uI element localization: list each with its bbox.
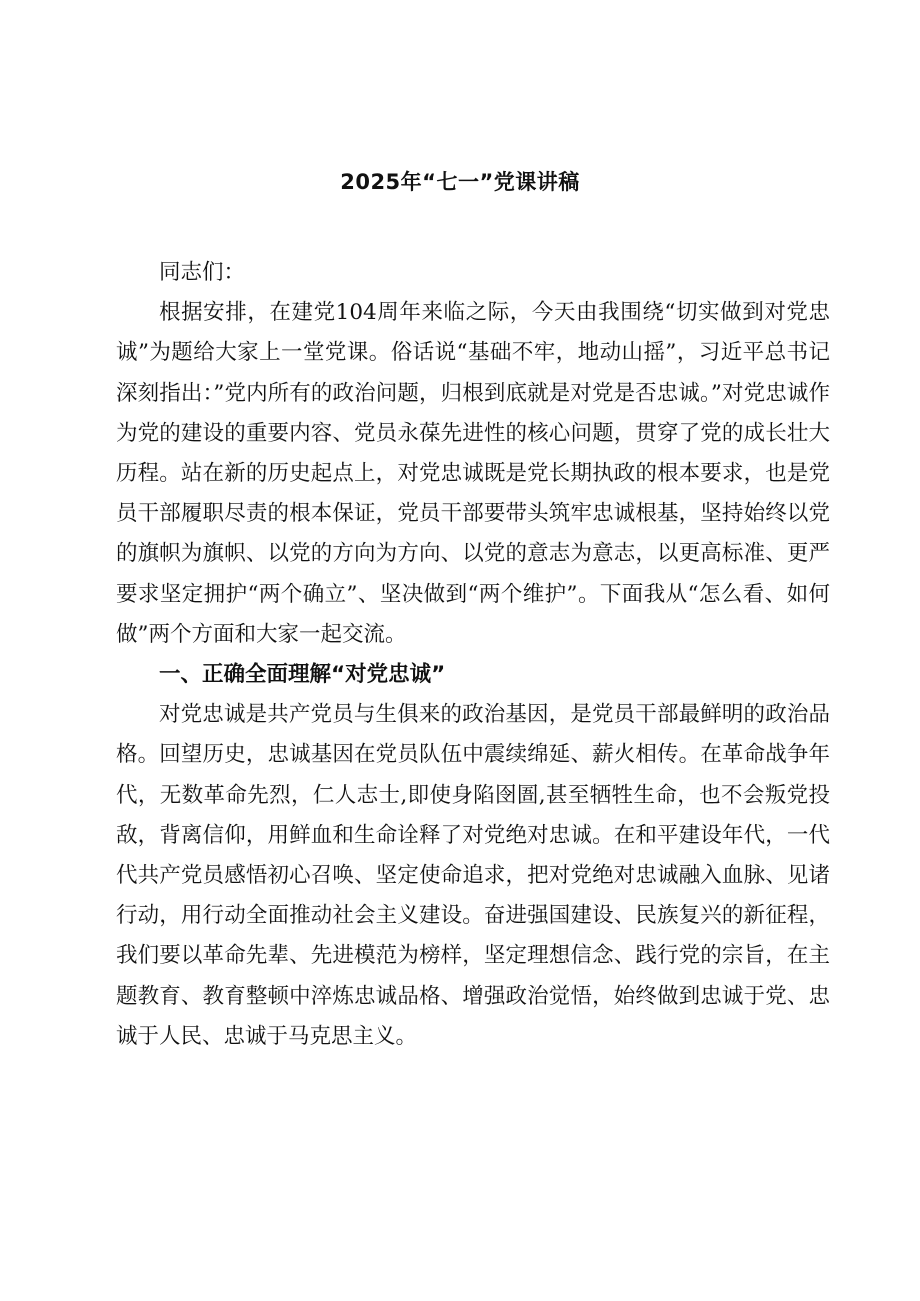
intro-paragraph: 根据安排，在建党104周年来临之际，今天由我围绕“切实做到对党忠诚”为题给大家上一堂党课。俗话说“基础不牢，地动山摇”，习近平总书记深刻指出：”党内所有的政治问题，归根到底就是对党是否忠诚。”对党忠诚作为党的建设的重要内容、党员永葆先进性的核心问题，贯穿了党的成长壮大历程。站在新的历史起点上，对党忠诚既是党长期执政的根本要求，也是党员干部履职尽责的根本保证，党员干部要带头筑牢忠诚根基，坚持始终以党的旗帜为旗帜、以党的方向为方向、以党的意志为意志，以更高标准、更严要求坚定拥护“两个确立”、坚决做到“两个维护”。下面我从“怎么看、如何做”两个方面和大家一起交流。 [116, 300, 830, 647]
section-1-paragraph: 对党忠诚是共产党员与生俱来的政治基因，是党员干部最鲜明的政治品格。回望历史，忠诚基因在党员队伍中震续绵延、薪火相传。在革命战争年代，无数革命先烈，仁人志士,即使身陷囹圄,甚至牺牲生命，也不会叛党投敌，背离信仰，用鲜血和生命诠释了对党绝对忠诚。在和平建设年代，一代代共产党员感悟初心召唤、坚定使命追求，把对党绝对忠诚融入血脉、见诸行动，用行动全面推动社会主义建设。奋进强国建设、民族复兴的新征程，我们要以革命先辈、先进模范为榜样，坚定理想信念、践行党的宗旨，在主题教育、教育整顿中淬炼忠诚品格、增强政治觉悟，始终做到忠诚于党、忠诚于人民、忠诚于马克思主义。 [116, 702, 830, 1049]
salutation: 同志们： [159, 260, 246, 285]
section-1-heading: 一、正确全面理解“对党忠诚” [159, 662, 446, 688]
document-body [116, 253, 830, 1057]
document-title: 2025年“七一”党课讲稿 [340, 170, 580, 194]
